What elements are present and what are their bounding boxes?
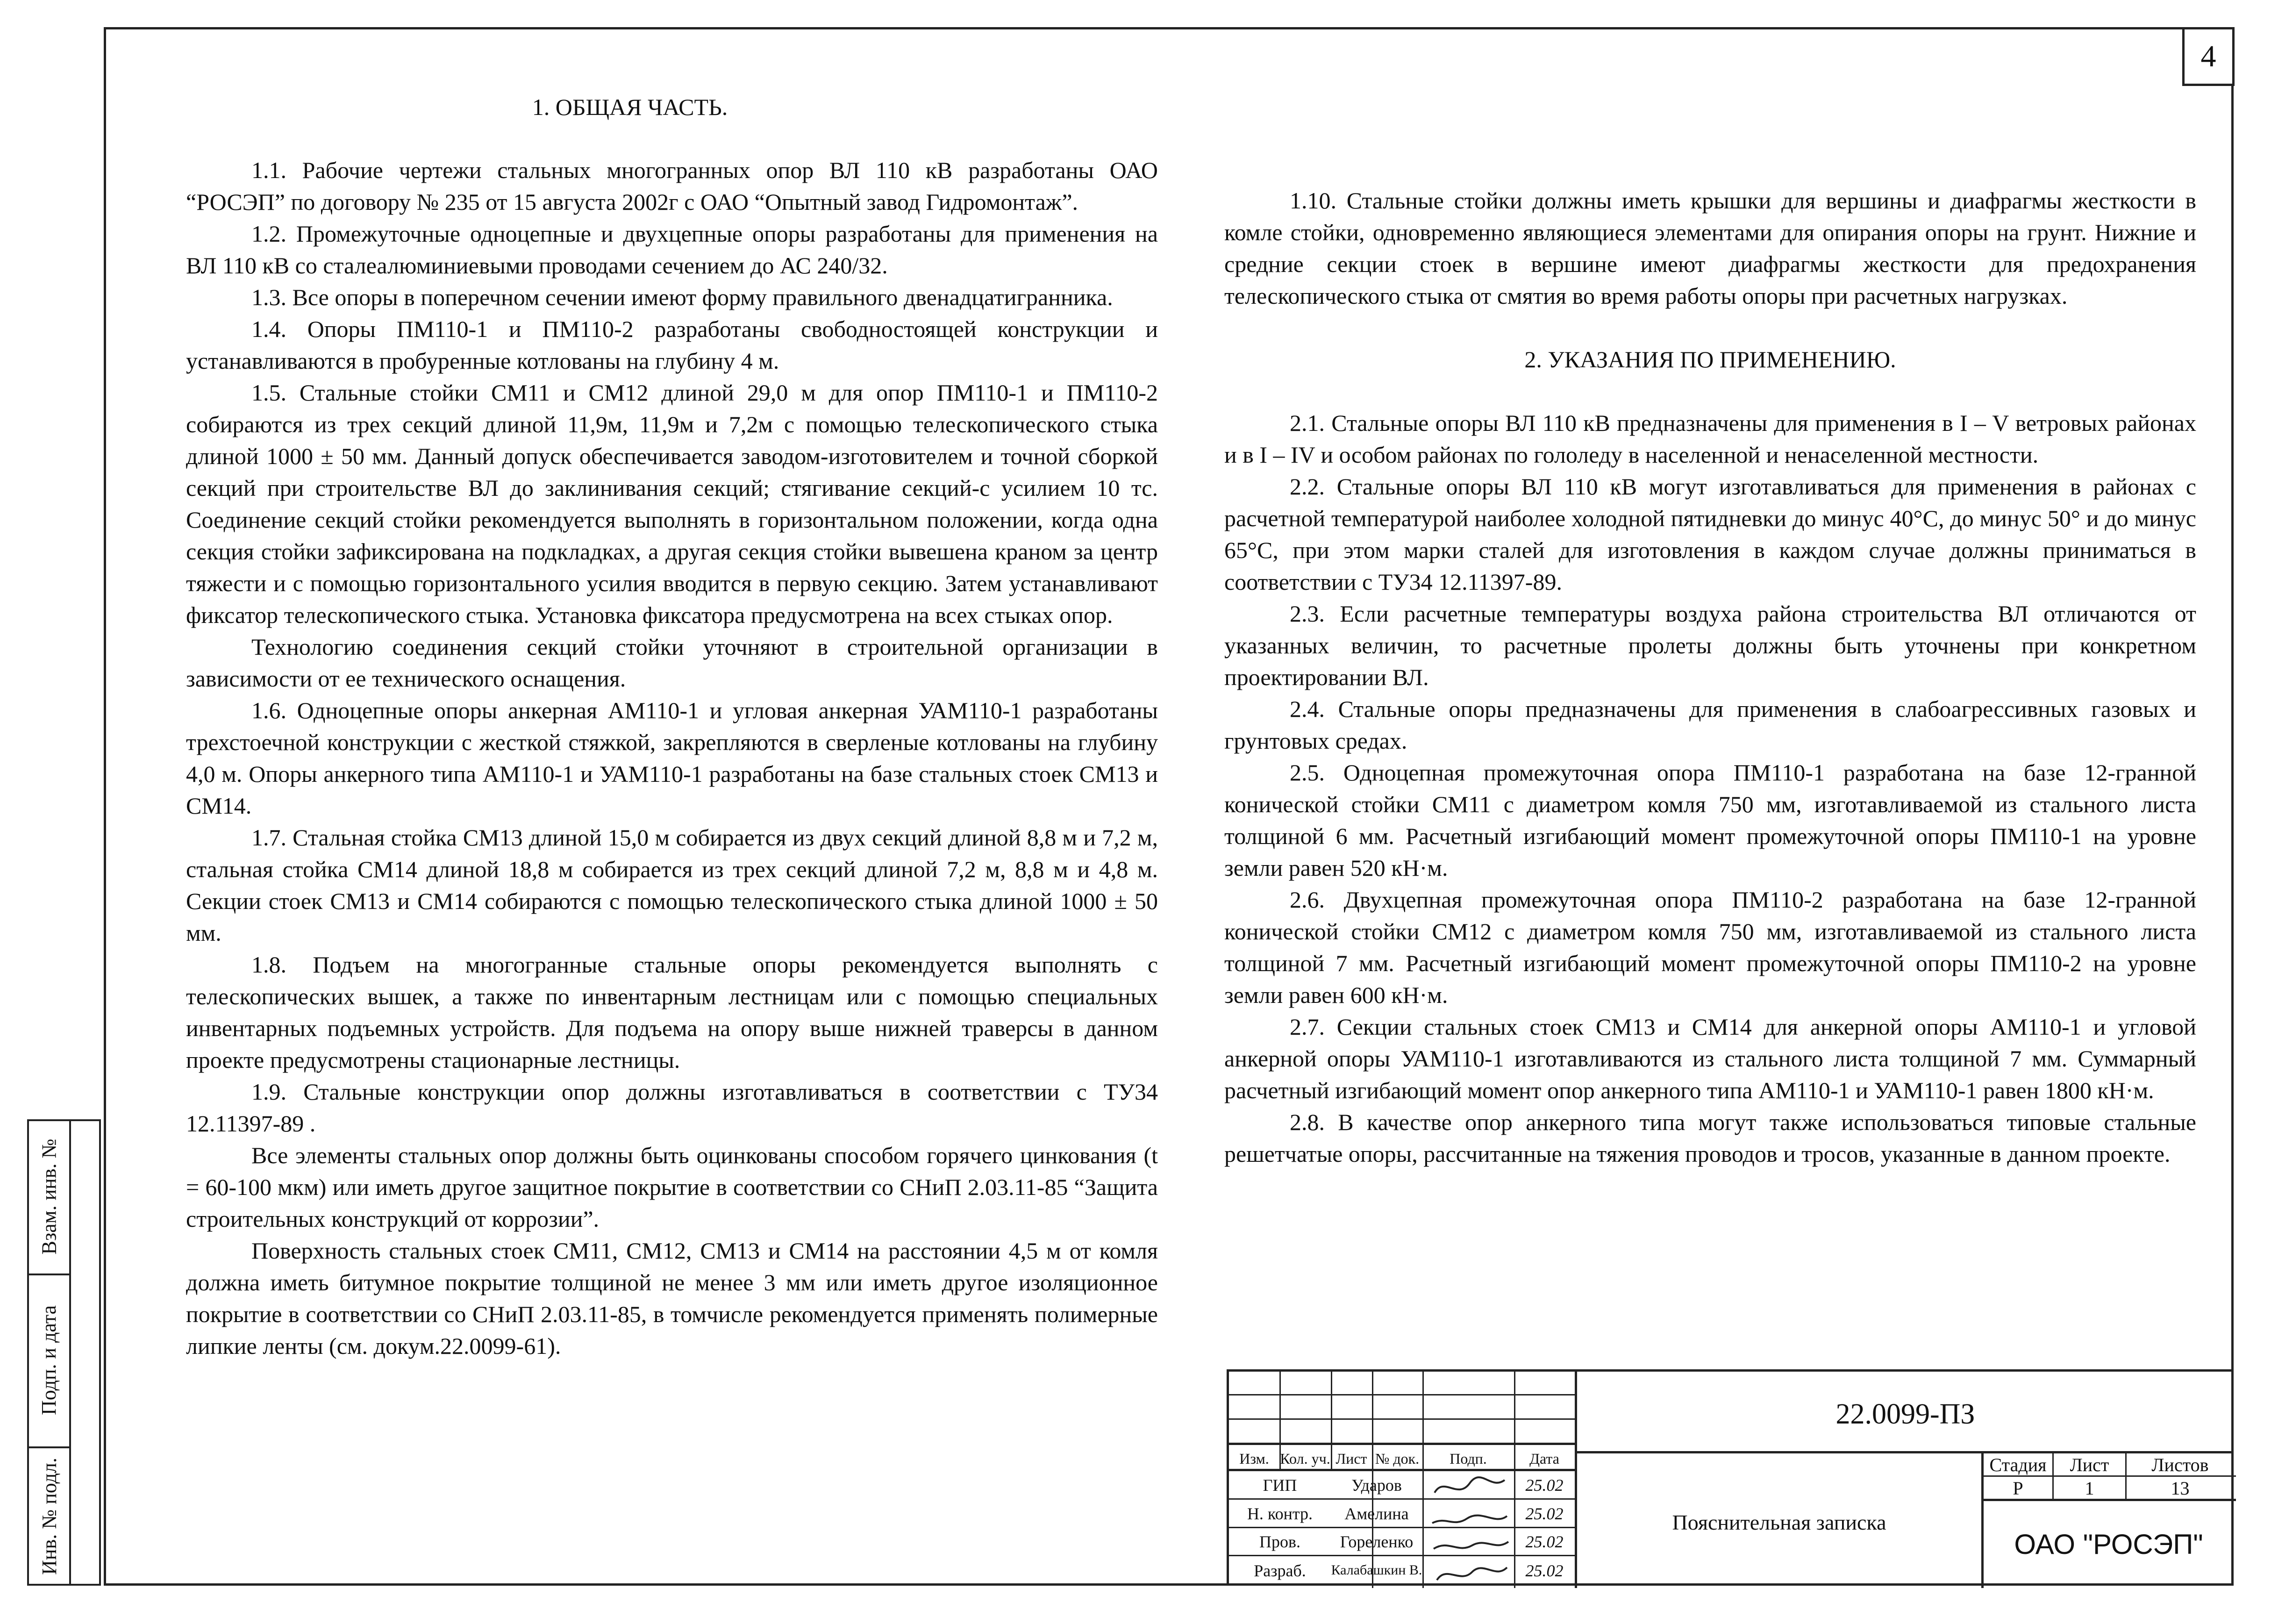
- role-name: Гореленко: [1340, 1532, 1414, 1551]
- role-name: Ударов: [1351, 1476, 1402, 1495]
- paragraph: 1.1. Рабочие чертежи стальных многогранных опор ВЛ 110 кВ разработаны ОАО “РОСЭП” по договору № 235 от 15 августа 2002г с ОАО “Опытный завод Гидромонтаж”.: [186, 157, 1158, 215]
- paragraph: 1.6. Одноцепные опоры анкерная АМ110-1 и угловая анкерная УАМ110-1 разработаны трехстоечной конструкции с жесткой стяжкой, закрепляются в сверленые котлованы на глубину 4,0 м. Опоры анкерного типа АМ110-1 и УАМ110-1 разработаны на базе стальных стоек СМ13 и СМ14.: [186, 697, 1158, 819]
- signatures: [1425, 1472, 1512, 1588]
- role-name: Калабашкин В.: [1331, 1562, 1422, 1578]
- paragraph: 1.8. Подъем на многогранные стальные опоры рекомендуется выполнять с телескопических вышек, а также по инвентарным лестницам или с помощью специальных инвентарных подъемных устройств. Для подъема на опору выше нижней траверсы в данном проекте предусмотрены стационарные лестницы.: [186, 952, 1158, 1073]
- col-header: № док.: [1375, 1450, 1420, 1467]
- role-date: 25.02: [1525, 1532, 1564, 1551]
- paragraph: Технологию соединения секций стойки уточняют в строительной организации в зависимости от ее технического оснащения.: [186, 634, 1158, 692]
- stamp-podp-data: Подп. и дата: [37, 1305, 61, 1415]
- role-date: 25.02: [1525, 1504, 1564, 1523]
- stage-value: Р: [2013, 1478, 2023, 1499]
- role-label: ГИП: [1263, 1476, 1297, 1495]
- stage-header: Стадия: [1989, 1454, 2047, 1475]
- col-header: Подп.: [1450, 1450, 1487, 1467]
- title-block: [1227, 1369, 2234, 1586]
- sheet-header: Лист: [2070, 1454, 2109, 1475]
- paragraph: 2.3. Если расчетные температуры воздуха района строительства ВЛ отличаются от указанных величин, то расчетные пролеты должны быть уточнены при конкретном проектировании ВЛ.: [1224, 601, 2196, 690]
- paragraph: 1.5. Стальные стойки СМ11 и СМ12 длиной 29,0 м для опор ПМ110-1 и ПМ110-2 собираются из трех секций длиной 11,9м, 11,9м и 7,2м с помощью телескопического стыка длиной 1000 ± 50 мм. Данный допуск обеспечивается заводом-изготовителем и точной сборкой секций при строительстве ВЛ до заклинивания секций; стягивание секций-с усилием 10 тс. Соединение секций стойки рекомендуется выполнять в горизонтальном положении, когда одна секция стойки зафиксирована на подкладках, а другая секция стойки вывешена краном за центр тяжести и с помощью горизонтального усилия вводится в первую секцию. Затем устанавливают фиксатор телескопического стыка. Установка фиксатора предусмотрена на всех стыках опор.: [186, 379, 1158, 628]
- section2-heading: 2. УКАЗАНИЯ ПО ПРИМЕНЕНИЮ.: [1524, 346, 1896, 372]
- paragraph: Все элементы стальных опор должны быть оцинкованы способом горячего цинкования (t = 60-100 мкм) или иметь другое защитное покрытие в соответствии со СНиП 2.03.11-85 “Защита строительных конструкций от коррозии”.: [186, 1142, 1158, 1232]
- paragraph: 1.4. Опоры ПМ110-1 и ПМ110-2 разработаны свободностоящей конструкции и устанавливаются в пробуренные котлованы на глубину 4 м.: [186, 316, 1158, 374]
- col-header: Лист: [1335, 1450, 1367, 1467]
- paragraph: 2.5. Одноцепная промежуточная опора ПМ110-1 разработана на базе 12-гранной конической стойки СМ11 с диаметром комля 750 мм, изготавливаемой из стального листа толщиной 6 мм. Расчетный изгибающий момент промежуточной опоры ПМ110-1 на уровне земли равен 520 кН·м.: [1224, 759, 2196, 881]
- right-column: [1224, 185, 2196, 1170]
- role-label: Н. контр.: [1247, 1504, 1313, 1523]
- role-label: Разраб.: [1254, 1561, 1306, 1580]
- organization-name: ОАО "РОСЭП": [2014, 1529, 2203, 1560]
- stamp-vzam-inv: Взам. инв. №: [37, 1138, 61, 1254]
- sheets-total-value: 13: [2171, 1478, 2190, 1499]
- paragraph: 2.4. Стальные опоры предназначены для применения в слабоагрессивных газовых и грунтовых средах.: [1224, 696, 2196, 754]
- role-date: 25.02: [1525, 1561, 1564, 1580]
- page-number: 4: [2182, 27, 2235, 86]
- sheet-value: 1: [2085, 1478, 2094, 1499]
- role-date: 25.02: [1525, 1476, 1564, 1495]
- document-name: Пояснительная записка: [1672, 1510, 1886, 1534]
- paragraph: 1.9. Стальные конструкции опор должны изготавливаться в соответствии с ТУ34 12.11397-89 .: [186, 1079, 1158, 1137]
- side-stamp: [27, 1119, 100, 1586]
- paragraph: 1.2. Промежуточные одноцепные и двухцепные опоры разработаны для применения на ВЛ 110 кВ со сталеалюминиевыми проводами сечением до АС 240/32.: [186, 221, 1158, 279]
- paragraph: 2.7. Секции стальных стоек СМ13 и СМ14 для анкерной опоры АМ110-1 и угловой анкерной опоры УАМ110-1 изготавливаются из стального листа толщиной 7 мм. Суммарный расчетный изгибающий момент опор анкерного типа АМ110-1 и УАМ110-1 равен 1800 кН·м.: [1224, 1014, 2196, 1103]
- paragraph: 2.6. Двухцепная промежуточная опора ПМ110-2 разработана на базе 12-гранной конической стойки СМ12 с диаметром комля 750 мм, изготавливаемой из стального листа толщиной 7 мм. Расчетный изгибающий момент промежуточной опоры ПМ110-2 на уровне земли равен 600 кН·м.: [1224, 887, 2196, 1008]
- paragraph: 2.2. Стальные опоры ВЛ 110 кВ могут изготавливаться для применения в районах с расчетной температурой наиболее холодной пятидневки до минус 40°С, до минус 50° и до минус 65°С, при этом марки сталей для изготовления в каждом случае должны приниматься в соответствии с ТУ34 12.11397-89.: [1224, 473, 2196, 595]
- sheets-total-header: Листов: [2151, 1454, 2209, 1475]
- paragraph: 1.3. Все опоры в поперечном сечении имеют форму правильного двенадцатигранника.: [251, 284, 1113, 310]
- col-header: Изм.: [1239, 1450, 1269, 1467]
- paragraph: 1.7. Стальная стойка СМ13 длиной 15,0 м собирается из двух секций длиной 8,8 м и 7,2 м, стальная стойка СМ14 длиной 18,8 м собирается из трех секций длиной 7,2 м, 8,8 м и 4,8 м. Секции стоек СМ13 и СМ14 собираются с помощью телескопического стыка длиной 1000 ± 50 мм.: [186, 824, 1158, 946]
- paragraph: 2.1. Стальные опоры ВЛ 110 кВ предназначены для применения в I – V ветровых районах и в I – IV и особом районах по гололеду в населенной и ненаселенной местности.: [1224, 410, 2196, 468]
- left-column: [186, 154, 1158, 1362]
- role-label: Пров.: [1259, 1532, 1300, 1551]
- col-header: Дата: [1529, 1450, 1559, 1467]
- col-header: Кол. уч.: [1280, 1450, 1330, 1467]
- section1-heading: 1. ОБЩАЯ ЧАСТЬ.: [532, 94, 728, 120]
- role-name: Амелина: [1344, 1504, 1409, 1523]
- stamp-inv-podl: Инв. № подл.: [37, 1457, 61, 1575]
- paragraph: 2.8. В качестве опор анкерного типа могут также использоваться типовые стальные решетчатые опоры, рассчитанные на тяжения проводов и тросов, указанные в данном проекте.: [1224, 1109, 2196, 1167]
- paragraph: 1.10. Стальные стойки должны иметь крышки для вершины и диафрагмы жесткости в комле стойки, одновременно являющиеся элементами для опирания опоры на грунт. Нижние и средние секции стоек в вершине имеют диафрагмы жесткости для предохранения телескопического стыка от смятия во время работы опоры при расчетных нагрузках.: [1224, 187, 2196, 309]
- document-code: 22.0099-ПЗ: [1835, 1398, 1975, 1430]
- paragraph: Поверхность стальных стоек СМ11, СМ12, СМ13 и СМ14 на расстоянии 4,5 м от комля должна иметь битумное покрытие толщиной не менее 3 мм или иметь другое изоляционное покрытие в соответствии со СНиП 2.03.11-85, в томчисле рекомендуется применять полимерные липкие ленты (см. докум.22.0099-61).: [186, 1238, 1158, 1359]
